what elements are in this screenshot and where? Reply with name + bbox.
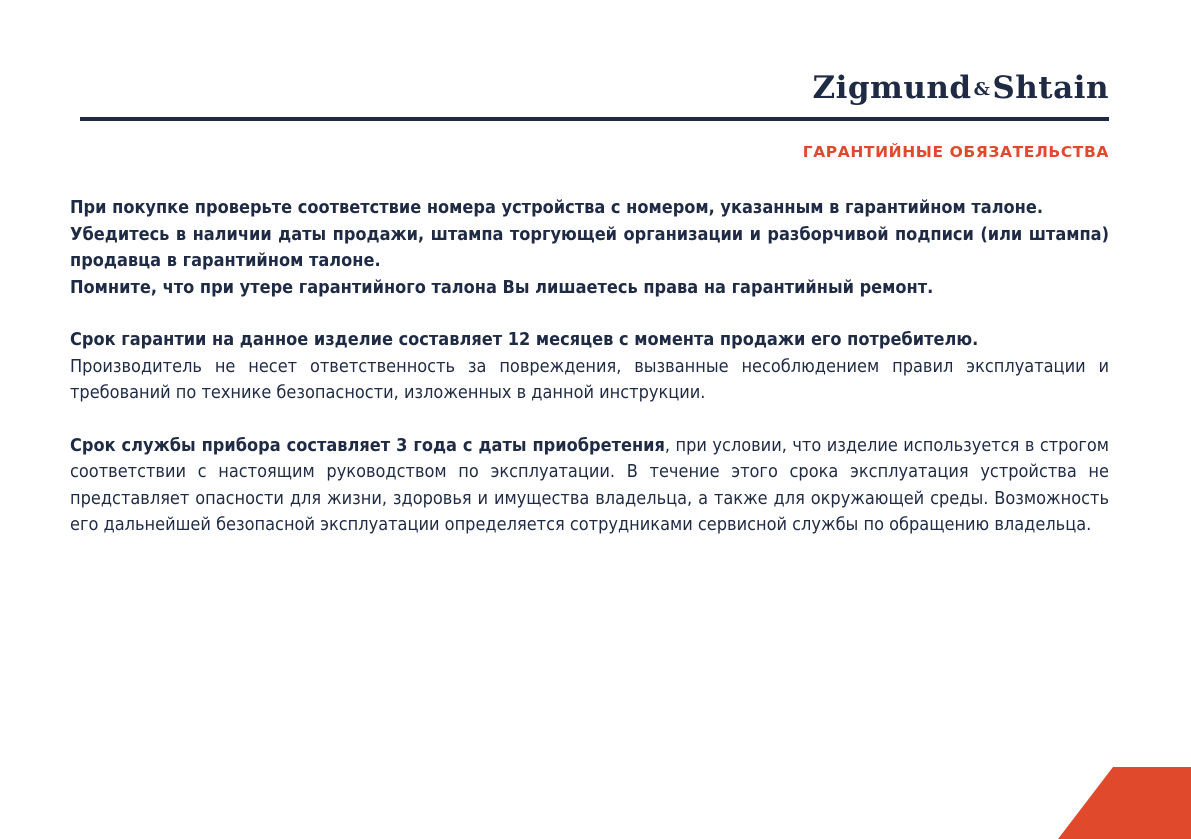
- paragraph-check-date: Убедитесь в наличии даты продажи, штампа торгующей организации и разборчивой подписи (или штампа) продавца в гарантийном талоне.: [70, 223, 1109, 271]
- spacer: [70, 407, 1109, 433]
- brand-logo: [812, 70, 1109, 106]
- brand-name-part1: Zigmund: [812, 70, 972, 106]
- service-life-rest: , при условии, что изделие используется в строгом соответствии с настоящим руководством по эксплуатации. В течение этого срока эксплуатация устройства не представляет опасности для жизни, здоровья и имущества владельца, а также для окружающей среды. Возможность его дальнейшей безопасной эксплуатации определяется сотрудниками сервисной службы по обращению владельца.: [70, 434, 1109, 535]
- warranty-text: [70, 195, 1109, 539]
- paragraph-check-number: При покупке проверьте соответствие номера устройства с номером, указанным в гарантийном талоне.: [70, 197, 1044, 218]
- header-divider: [80, 117, 1109, 121]
- paragraph-service-life: [70, 433, 1109, 539]
- paragraph-liability: Производитель не несет ответственность за повреждения, вызванные несоблюдением правил эксплуатации и требований по технике безопасности, изложенных в данной инструкции.: [70, 355, 1109, 403]
- brand-ampersand: &: [973, 79, 991, 100]
- corner-decoration: [1058, 767, 1191, 839]
- paragraph-warranty-period: Срок гарантии на данное изделие составляет 12 месяцев с момента продажи его потребителю.: [70, 329, 979, 350]
- paragraph-lost-warranty: Помните, что при утере гарантийного талона Вы лишаетесь права на гарантийный ремонт.: [70, 276, 934, 298]
- spacer: [70, 301, 1109, 327]
- brand-name-part2: Shtain: [992, 70, 1109, 106]
- service-life-bold: Срок службы прибора составляет 3 года с даты приобретения: [70, 434, 665, 456]
- section-title: ГАРАНТИЙНЫЕ ОБЯЗАТЕЛЬСТВА: [802, 143, 1109, 161]
